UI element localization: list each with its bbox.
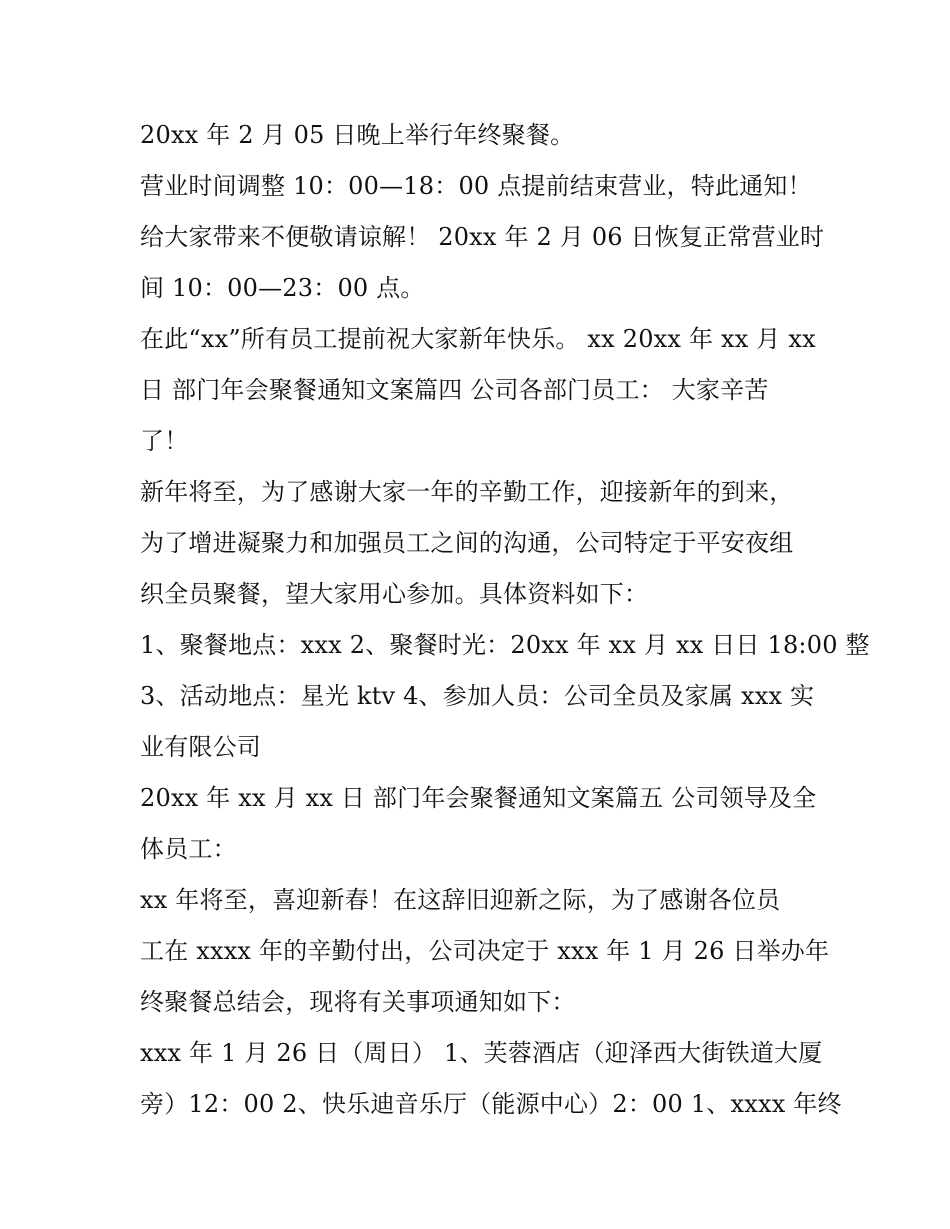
text-line: xx 年将至，喜迎新春！在这辞旧迎新之际，为了感谢各位员: [140, 886, 781, 914]
text-line: 20xx 年 2 月 05 日晚上举行年终聚餐。: [140, 121, 575, 149]
text-line: 终聚餐总结会，现将有关事项通知如下：: [140, 988, 576, 1016]
text-line: 间 10：00—23：00 点。: [140, 274, 425, 302]
text-line: 给大家带来不便敬请谅解！ 20xx 年 2 月 06 日恢复正常营业时: [140, 223, 825, 251]
text-line: 新年将至，为了感谢大家一年的辛勤工作，迎接新年的到来，: [140, 478, 794, 506]
text-line: 体员工：: [140, 835, 237, 863]
text-line: 1、聚餐地点：xxx 2、聚餐时光：20xx 年 xx 月 xx 日日 18:00 整: [140, 631, 870, 659]
text-line: 在此“xx”所有员工提前祝大家新年快乐。 xx 20xx 年 xx 月 xx: [140, 325, 816, 353]
text-line: 日 部门年会聚餐通知文案篇四 公司各部门员工： 大家辛苦: [140, 376, 769, 404]
text-line: 工在 xxxx 年的辛勤付出，公司决定于 xxx 年 1 月 26 日举办年: [140, 937, 830, 965]
text-line: 20xx 年 xx 月 xx 日 部门年会聚餐通知文案篇五 公司领导及全: [140, 784, 817, 812]
text-line: xxx 年 1 月 26 日（周日） 1、芙蓉酒店（迎泽西大街铁道大厦: [140, 1039, 823, 1067]
text-line: 为了增进凝聚力和加强员工之间的沟通，公司特定于平安夜组: [140, 529, 794, 557]
text-line: 业有限公司: [140, 733, 261, 761]
text-line: 旁）12：00 2、快乐迪音乐厅（能源中心）2：00 1、xxxx 年终: [140, 1090, 842, 1118]
text-line: 3、活动地点：星光 ktv 4、参加人员：公司全员及家属 xxx 实: [140, 682, 815, 710]
text-line: 织全员聚餐，望大家用心参加。具体资料如下：: [140, 580, 649, 608]
text-line: 营业时间调整 10：00—18：00 点提前结束营业，特此通知！: [140, 172, 812, 200]
text-line: 了！: [140, 427, 189, 455]
document-body: [140, 110, 870, 1130]
